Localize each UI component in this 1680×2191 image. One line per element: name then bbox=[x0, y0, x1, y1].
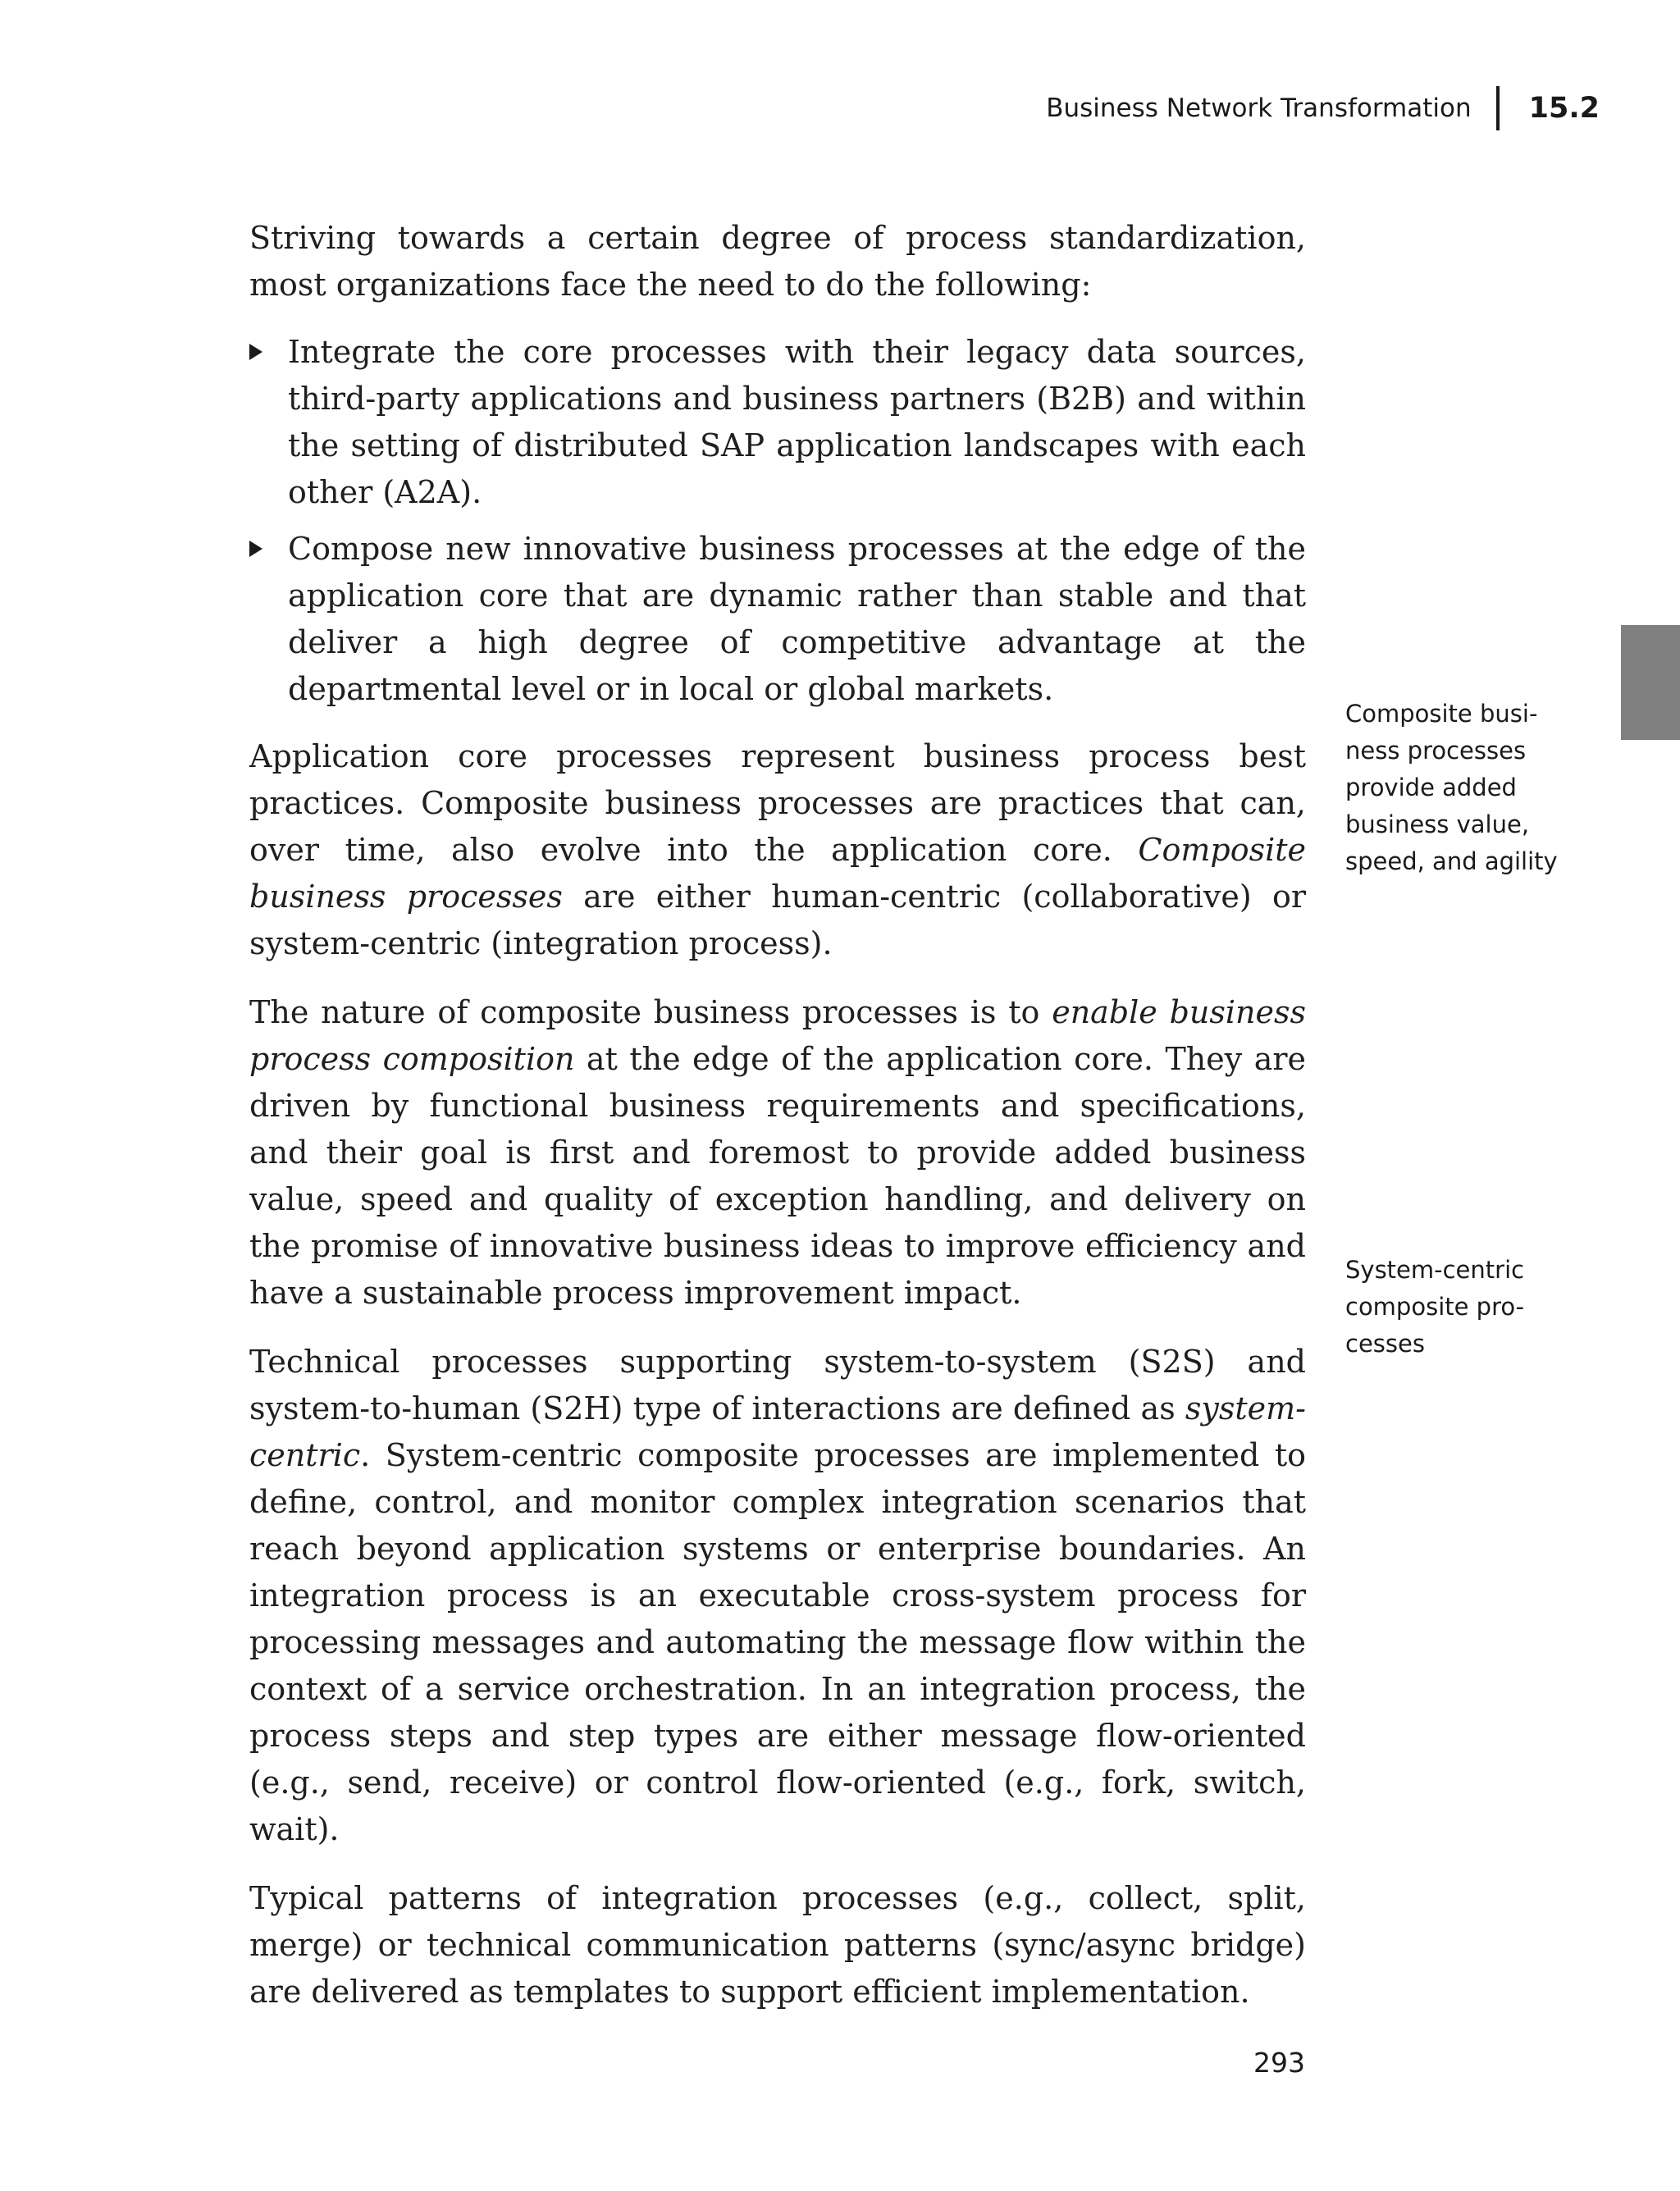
page-number: 293 bbox=[1253, 2047, 1305, 2079]
margin-note-composite: Composite busi- ness processes provide added business value, speed, and agility bbox=[1345, 700, 1558, 875]
nature-paragraph: The nature of composite business processes is to enable business process composition at the edge of the application core. They are driven by functional business requirements and specifications, and their goal is first and foremost to provide added business value, speed and quality of exception handling, and delivery on the promise of innovative business ideas to improve efficiency and have a sustainable process improvement impact. bbox=[249, 994, 1306, 1311]
body-text bbox=[249, 215, 1306, 2015]
emphasis-text: Composite business processes bbox=[249, 832, 1306, 915]
triangle-bullet-icon bbox=[249, 344, 262, 360]
section-number: 15.2 bbox=[1528, 92, 1600, 125]
emphasis-text: enable business process composition bbox=[249, 994, 1306, 1077]
emphasis-text: system-centric bbox=[249, 1390, 1306, 1473]
bullet-list bbox=[249, 329, 1306, 713]
typical-paragraph: Typical patterns of integration processes (e.g., collect, split, merge) or technical communication patterns (sync/async bridge) are delivered as templates to support efficient implementation. bbox=[249, 1880, 1306, 2010]
bullet-item bbox=[249, 329, 1306, 516]
running-header bbox=[1046, 84, 1600, 133]
running-title: Business Network Transformation bbox=[1046, 94, 1472, 123]
composite-paragraph: Application core processes represent business process best practices. Composite business processes are practices that can, over time, also evolve into the application core. Composite business processes are either human-centric (collaborative) or system-centric (integration process). bbox=[249, 738, 1306, 961]
bullet-text: Integrate the core processes with their legacy data sources, third-party applications and business partners (B2B) and within the setting of distributed SAP application landscapes with each other (A2A). bbox=[288, 334, 1306, 510]
chapter-thumb-tab bbox=[1621, 625, 1680, 740]
technical-paragraph: Technical processes supporting system-to-system (S2S) and system-to-human (S2H) type of interactions are defined as system-centric. System-centric composite processes are implemented to define, control, and monitor complex integration scenarios that reach beyond application systems or enterprise boundaries. An integration process is an executable cross-system process for processing messages and automating the message flow within the context of a service orchestration. In an integration process, the process steps and step types are either message flow-oriented (e.g., send, receive) or control flow-oriented (e.g., fork, switch, wait). bbox=[249, 1344, 1306, 1847]
bullet-text: Compose new innovative business processes at the edge of the application core that are dynamic rather than stable and that deliver a high degree of competitive advantage at the departmental level or in local or global markets. bbox=[288, 531, 1306, 707]
triangle-bullet-icon bbox=[249, 541, 262, 557]
bullet-item bbox=[249, 526, 1306, 713]
header-divider bbox=[1496, 86, 1500, 130]
margin-note-system-centric: System-centric composite pro- cesses bbox=[1345, 1256, 1525, 1358]
intro-paragraph: Striving towards a certain degree of process standardization, most organizations face the need to do the following: bbox=[249, 220, 1306, 303]
